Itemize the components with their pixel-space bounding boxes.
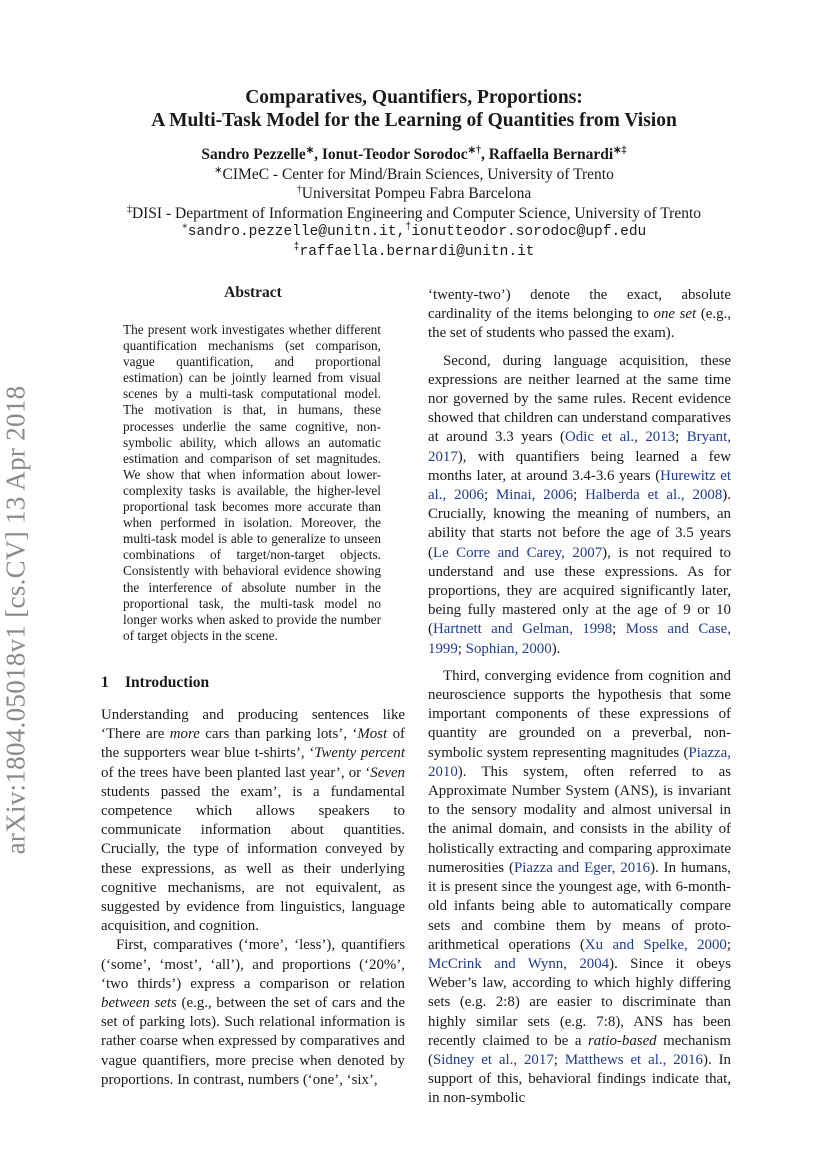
section-heading-introduction	[101, 674, 209, 692]
author-block	[0, 145, 828, 262]
text-run: ;	[483, 487, 497, 504]
emphasis: Most	[357, 726, 388, 743]
right-column-body	[428, 286, 731, 1109]
citation-link[interactable]: Bryant, 2017	[428, 429, 731, 465]
citation-link[interactable]: McCrink and Wynn, 2004	[428, 955, 610, 972]
email-2: ionutteodor.sorodoc@upf.edu	[411, 224, 647, 240]
intro-paragraph-2	[101, 936, 405, 1090]
author-2: Ionut-Teodor Sorodoc	[321, 146, 468, 163]
citation-link[interactable]: Sidney et al., 2017	[432, 1051, 554, 1068]
affiliation-1-text: CIMeC - Center for Mind/Brain Sciences, University of Trento	[222, 165, 614, 183]
title-line-1: Comparatives, Quantifiers, Proportions:	[245, 87, 583, 108]
emphasis: ratio-based	[587, 1032, 657, 1049]
paper-title	[0, 86, 828, 132]
citation-link[interactable]: Hartnett and Gelman, 1998	[432, 621, 613, 638]
citation-link[interactable]: Halberda et al., 2008	[585, 487, 723, 504]
citation-link[interactable]: Moss and Case, 1999	[428, 621, 731, 657]
emphasis: one set	[653, 306, 697, 323]
citation-link[interactable]: Piazza, 2010	[428, 744, 731, 780]
text-run: Third, converging evidence from cognition and neuroscience supports the hypothesis that some important components of these expressions of quantity are grounded on a preverbal, non-symbolic system representing magnitudes (	[428, 667, 731, 761]
text-run: ), is not required to understand and use these expressions. As for proportions, they are acquired significantly later, being fully mastered only at the age of 9 or 10 (	[428, 544, 731, 638]
text-run: ). Since it obeys Weber’s law, according to which highly differing sets (e.g. 2:8) are easier to discriminate than highly similar sets (e.g. 7:8), ANS has been recently claimed to be a	[428, 955, 731, 1049]
emails-line-1: ∗sandro.pezzelle@unitn.it,†ionutteodor.sorodoc@upf.edu	[181, 222, 647, 240]
right-paragraph-1	[428, 352, 731, 659]
text-run: ;	[726, 936, 731, 953]
affiliation-3-text: DISI - Department of Information Engineering and Computer Science, University of Trento	[131, 204, 702, 222]
text-run: First, comparatives (‘more’, ‘less’), quantifiers (‘some’, ‘most’, ‘all’), and proportions (‘20%’, ‘two thirds’) express a comparison or relation	[101, 937, 405, 992]
title-line-2: A Multi-Task Model for the Learning of Quantities from Vision	[151, 110, 677, 131]
text-run: (e.g., between the set of cars and the set of parking lots). Such relational information is rather coarse when expressed by comparatives and vague quantifiers, more precise when denoted by proportions. In contrast, numbers (‘one’, ‘six’,	[101, 995, 405, 1088]
text-run: ), with quantifiers being learned a few months later, at around 3.4-3.6 years (	[428, 448, 731, 484]
text-run: ;	[457, 640, 466, 657]
paper-header	[0, 86, 828, 262]
email-1: sandro.pezzelle@unitn.it,	[187, 224, 406, 240]
text-run: ‘twenty-two’) denote the exact, absolute cardinality of the items belonging to	[428, 287, 731, 323]
author-names: Sandro Pezzelle∗, Ionut-Teodor Sorodoc∗†, Raffaella Bernardi∗‡	[201, 144, 627, 163]
left-column-body	[101, 706, 405, 1090]
affiliation-1: ∗CIMeC - Center for Mind/Brain Sciences, University of Trento	[214, 164, 614, 183]
text-run: Understanding and producing sentences like ‘There are	[101, 707, 405, 743]
text-run: ). Crucially, knowing the meaning of numbers, an ability that starts not before the age of 3.5 years (	[428, 487, 731, 561]
text-run: cars than parking lots’, ‘	[199, 726, 358, 743]
text-run: of the trees have been planted last year’, or ‘	[101, 764, 371, 781]
citation-link[interactable]: Odic et al., 2013	[565, 429, 676, 446]
right-paragraph-0	[428, 286, 731, 344]
text-run: ).	[551, 640, 561, 657]
emphasis: Twenty percent	[314, 745, 405, 762]
emphasis: between sets	[101, 995, 177, 1012]
text-run: ;	[573, 487, 586, 504]
text-run: of the supporters wear blue t-shirts’, ‘	[101, 726, 405, 762]
text-run: Second, during language acquisition, these expressions are neither learned at the same time nor governed by the same rules. Recent evidence showed that children can understand comparatives at around 3.3 years (	[428, 352, 731, 446]
text-run: ). In support of this, behavioral findings indicate that, in non-symbolic	[428, 1051, 731, 1107]
text-run: ;	[612, 621, 626, 638]
text-run: students passed the exam’, is a fundamental competence which allows speakers to communicate information about quantities. Crucially, the type of information conveyed by these expressions, as well as their underlying cognitive mechanisms, are not equivalent, as suggested by evidence from linguistics, language acquisition, and cognition.	[101, 783, 405, 935]
author-1: Sandro Pezzelle	[201, 146, 306, 163]
emphasis: more	[169, 726, 200, 743]
text-run: ;	[675, 429, 687, 446]
citation-link[interactable]: Le Corre and Carey, 2007	[432, 544, 603, 561]
citation-link[interactable]: Sophian, 2000	[465, 640, 552, 657]
citation-link[interactable]: Minai, 2006	[496, 487, 574, 504]
abstract-text: The present work investigates whether different quantification mechanisms (set comparison, vague quantification, and proportional estimation) can be jointly learned from visual scenes by a multi-task computational model. The motivation is that, in humans, these processes underlie the same cognitive, non-symbolic ability, which allows an automatic estimation and comparison of set magnitudes. We show that when information about lower-complexity tasks is available, the higher-level proportional task becomes more accurate than when performed in isolation. Moreover, the multi-task model is able to generalize to unseen combinations of target/non-target objects. Consistently with behavioral evidence showing the interference of absolute number in the proportional task, the multi-task model no longer works when asked to provide the number of target objects in the scene.	[123, 322, 381, 643]
affiliation-3: ‡DISI - Department of Information Engineering and Computer Science, University of Trento	[126, 203, 702, 222]
text-run: mechanism (	[428, 1032, 731, 1068]
affiliation-2-text: Universitat Pompeu Fabra Barcelona	[301, 185, 532, 202]
citation-link[interactable]: Piazza and Eger, 2016	[513, 859, 651, 876]
text-run: ). In humans, it is present since the youngest age, with 6-month-old infants being able to automatically compare sets and combine them by means of proto-arithmetical operations (	[428, 859, 732, 953]
section-title: Introduction	[125, 674, 210, 691]
email-3: raffaella.bernardi@unitn.it	[299, 243, 535, 260]
citation-link[interactable]: Xu and Spelke, 2000	[584, 936, 727, 953]
emails-line-2: ‡raffaella.bernardi@unitn.it	[293, 241, 535, 260]
author-3: Raffaella Bernardi	[488, 146, 614, 163]
section-number: 1	[101, 674, 109, 691]
text-run: (e.g., the set of students who passed the exam).	[428, 306, 732, 342]
citation-link[interactable]: Matthews et al., 2016	[564, 1051, 703, 1068]
text-run: ). This system, often referred to as Approximate Number System (ANS), is invariant to the sensory modality and almost universal in the animal domain, and consists in the ability of holistically extracting and comparing approximate numerosities (	[428, 763, 731, 876]
arxiv-stamp-text: arXiv:1804.05018v1 [cs.CV] 13 Apr 2018	[0, 385, 31, 855]
abstract-heading: Abstract	[224, 284, 282, 301]
emphasis: Seven	[370, 764, 405, 781]
affiliation-2: †Universitat Pompeu Fabra Barcelona	[296, 183, 532, 202]
citation-link[interactable]: Hurewitz et al., 2006	[428, 467, 732, 504]
intro-paragraph-1	[101, 706, 405, 936]
text-run: ;	[553, 1051, 565, 1068]
right-paragraph-2	[428, 667, 731, 1109]
